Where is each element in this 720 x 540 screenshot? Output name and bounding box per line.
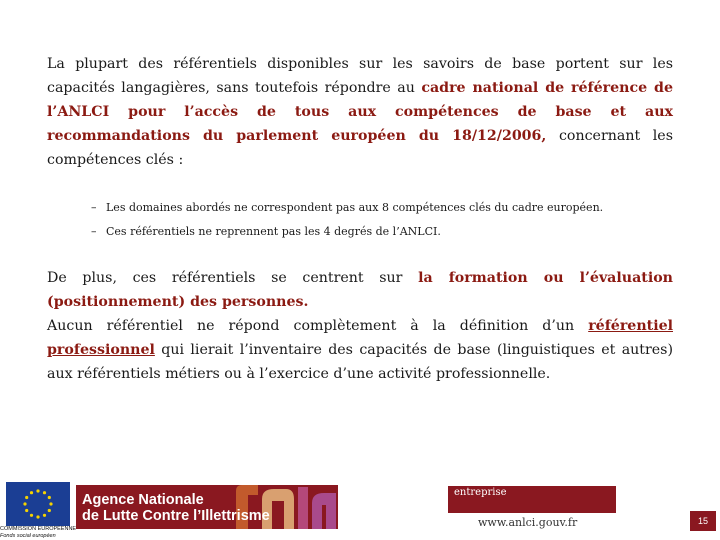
eu-caption-title: COMMISSION EUROPÉENNE [0, 526, 77, 532]
list-item [91, 196, 673, 220]
anlci-logo [76, 485, 338, 529]
bullet-dash: – [91, 201, 97, 214]
eu-caption-subtitle: Fonds social européen [0, 532, 56, 539]
intro-text-end: concernant les compétences clés : [47, 128, 673, 168]
bullet-dash: – [91, 225, 97, 238]
bullet-text: Ces référentiels ne reprennent pas les 4 degrés de l’ANLCI. [106, 225, 441, 238]
slide-body [47, 52, 673, 386]
bullet-list [47, 196, 673, 244]
anlci-logo-text [82, 492, 270, 524]
website-link[interactable]: www.anlci.gouv.fr [478, 516, 578, 529]
intro-highlight: cadre national de référence de l’ANLCI pour l’accès de tous aux compétences de base et aux recommandations du parlement européen du 18/12/2006, [47, 80, 673, 144]
logo-line-1: Agence Nationale [82, 492, 204, 508]
eu-stars-icon [6, 482, 70, 526]
focus-paragraph [47, 266, 673, 314]
conclusion-text: Aucun référentiel ne répond complètement à la définition d’un [47, 318, 589, 334]
focus-text: De plus, ces référentiels se centrent sur [47, 270, 419, 286]
entreprise-label: entreprise [448, 486, 616, 513]
conclusion-text-end: qui lierait l’inventaire des capacités de base (linguistiques et autres) aux référentiels métiers ou à l’exercice d’une activité professionnelle. [47, 342, 673, 382]
page-number: 15 [690, 511, 716, 531]
intro-text: La plupart des référentiels disponibles sur les savoirs de base portent sur les capacités langagières, sans toutefois répondre au [47, 56, 673, 96]
eu-caption [0, 526, 80, 539]
bullet-text: Les domaines abordés ne correspondent pas aux 8 compétences clés du cadre européen. [106, 201, 604, 214]
intro-paragraph [47, 52, 673, 172]
conclusion-paragraph [47, 314, 673, 386]
list-item [91, 220, 673, 244]
logo-line-2: de Lutte Contre l’Illettrisme [82, 508, 270, 524]
eu-flag-logo [6, 482, 70, 526]
focus-highlight: la formation ou l’évaluation (positionnement) des personnes. [47, 270, 673, 310]
conclusion-highlight: référentiel professionnel [47, 318, 673, 358]
